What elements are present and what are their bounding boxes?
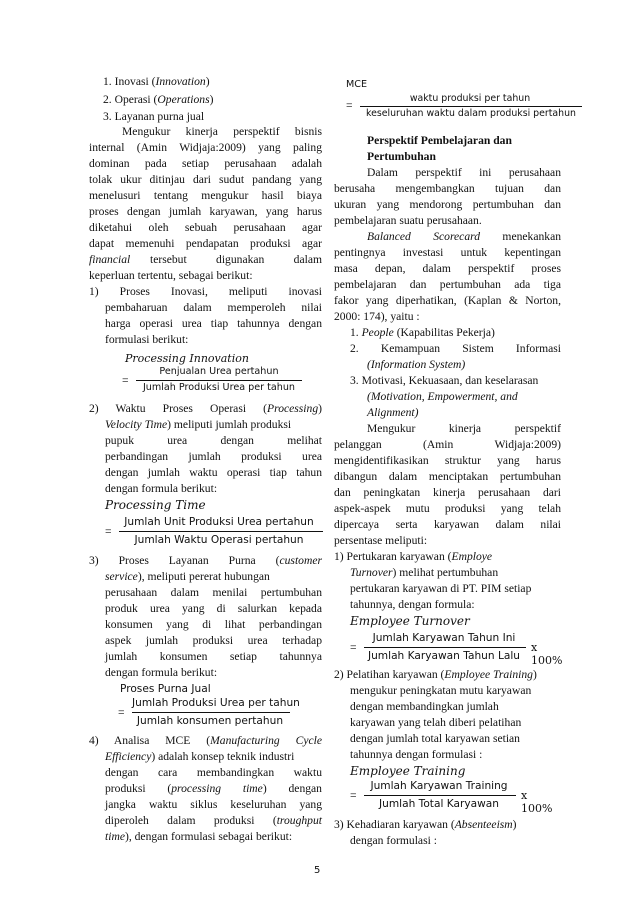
paragraph-line: Mengukur kinerja perspektif bisnis	[122, 125, 322, 138]
list-item-innovation: 1. Inovasi (Innovation)	[103, 75, 210, 88]
section-heading: Pertumbuhan	[367, 150, 436, 163]
list-item-motivation: (Motivation, Empowerment, and	[367, 390, 518, 403]
paragraph-line: pembelajaran dan pertumbuhan ada tiga	[334, 278, 561, 291]
paragraph-line: dipercaya serta karyawan dalam nilai	[334, 518, 561, 531]
fraction-bar	[132, 712, 290, 713]
paragraph-line: internal (Amin Widjaja:2009) yang paling	[89, 141, 322, 154]
item-innovation-line: pembaharuan dalam memperoleh nilai	[105, 301, 322, 314]
item-innovation-line: 1) Proses Inovasi, meliputi inovasi	[89, 285, 322, 298]
item-training-line: dengan jumlah total karyawan setian	[350, 732, 520, 745]
formula-numerator: waktu produksi per tahun	[409, 93, 531, 104]
item-innovation-line: formulasi berikut:	[105, 333, 189, 346]
paragraph-line: keperluan tertentu, sebagai berikut:	[89, 269, 253, 282]
item-mce-line: dengan cara membandingkan waktu	[105, 766, 322, 779]
financial-term: financial	[89, 253, 131, 266]
paragraph-line: Mengukur kinerja perspektif	[367, 422, 561, 435]
item-service-line: jumlah konsumen setiap tahunnya	[105, 650, 322, 663]
item-service-line: perusahaan dalam menilai pertumbuhan	[105, 586, 322, 599]
item-mce-line: Efficiency) adalah konsep teknik industri	[105, 750, 295, 763]
paragraph-line: dan peningkatan kinerja perusahaan dari	[334, 486, 561, 499]
formula-suffix: x 100%	[521, 789, 553, 815]
item-training-line: mengukur peningkatan mutu karyawan	[350, 684, 532, 697]
formula-mce-label: MCE	[346, 79, 368, 90]
item-service-line: produk urea yang di salurkan kepada	[105, 602, 322, 615]
paragraph-line: menelusuri tentang mengukur hasil biaya	[89, 189, 322, 202]
formula-denominator: Jumlah konsumen pertahun	[136, 715, 284, 727]
paragraph-line: berusaha mengembangkan tujuan dan	[334, 182, 561, 195]
paragraph-line: tersebut digunakan dalam	[150, 253, 322, 266]
item-operations-line: dengan jumlah waktu operasi tiap tahun	[105, 466, 322, 479]
item-service-line: service), meliputi pererat hubungan	[105, 570, 270, 583]
paragraph-line: mengidentifikasikan struktur yang harus	[334, 454, 561, 467]
list-item-information-system: 2. Kemampuan Sistem Informasi	[350, 342, 561, 355]
formula-numerator: Jumlah Karyawan Tahun Ini	[372, 632, 516, 644]
formula-denominator: Jumlah Total Karyawan	[378, 798, 500, 810]
item-turnover-line: pertukaran karyawan di PT. PIM setiap	[350, 582, 532, 595]
fraction-bar	[360, 106, 582, 107]
item-service-line: dengan formula berikut:	[105, 666, 218, 679]
formula-suffix: x 100%	[531, 641, 563, 667]
paragraph-line: tolak ukur ditinjau dari sudut pandang yang	[89, 173, 322, 186]
item-operations-line: perbandingan jumlah produksi urea	[105, 450, 322, 463]
item-mce-line: diperoleh dalam produksi (troughput	[105, 814, 322, 827]
item-training-line: dengan membandingkan jumlah	[350, 700, 499, 713]
list-item-people: 1. People (Kapabilitas Pekerja)	[350, 326, 495, 339]
formula-numerator: Penjualan Urea pertahun	[159, 366, 279, 377]
formula-denominator: Jumlah Produksi Urea per tahun	[142, 382, 296, 393]
section-heading: Perspektif Pembelajaran dan	[367, 134, 512, 147]
fraction-bar	[136, 380, 302, 381]
fraction-bar	[119, 531, 323, 532]
item-mce-line: time), dengan formulasi sebagai berikut:	[105, 830, 293, 843]
paragraph-line: Balanced Scorecard menekankan	[367, 230, 562, 243]
formula-processing-time-label: Processing Time	[105, 498, 206, 512]
item-training-line: tahunnya dengan formulasi :	[350, 748, 483, 761]
item-operations-line: 2) Waktu Proses Operasi (Processing)	[89, 402, 322, 415]
formula-denominator: keseluruhan waktu dalam produksi pertahun	[365, 108, 576, 119]
paragraph-line: persentase meliputi:	[334, 534, 428, 547]
item-mce-line: produksi (processing time) dengan	[105, 782, 322, 795]
paragraph-line: aspek-aspek mutu produksi yang telah	[334, 502, 561, 515]
paragraph-line: proses dengan jumlah karyawan, yang harus	[89, 205, 322, 218]
formula-after-sales-label: Proses Purna Jual	[120, 683, 211, 695]
list-item-operations: 2. Operasi (Operations)	[103, 93, 214, 106]
formula-numerator: Jumlah Unit Produksi Urea pertahun	[124, 516, 314, 528]
list-item-motivation: 3. Motivasi, Kekuasaan, dan keselarasan	[350, 374, 539, 387]
item-operations-line: Velocity Time) meliputi jumlah produksi	[105, 418, 292, 431]
item-service-line: konsumen yang di lihat perbandingan	[105, 618, 322, 631]
item-turnover-line: Turnover) melihat pertumbuhan	[350, 566, 499, 579]
list-item-after-sales: 3. Layanan purna jual	[103, 110, 205, 123]
page-number: 5	[314, 865, 321, 876]
list-item-information-system: (Information System)	[367, 358, 466, 371]
item-innovation-line: harga operasi urea tiap tahunnya dengan	[105, 317, 322, 330]
item-training-line: karyawan yang telah diberi pelatihan	[350, 716, 522, 729]
paragraph-line: pentingnya investasi untuk kepentingan	[334, 246, 561, 259]
formula-numerator: Jumlah Karyawan Training	[370, 780, 508, 792]
item-absenteeism-line: 3) Kehadiaran karyawan (Absenteeism)	[334, 818, 517, 831]
formula-denominator: Jumlah Karyawan Tahun Lalu	[367, 650, 521, 662]
paragraph-line: pelanggan (Amin Widjaja:2009)	[334, 438, 561, 451]
item-mce-line: 4) Analisa MCE (Manufacturing Cycle	[89, 734, 322, 747]
item-service-line: 3) Proses Layanan Purna (customer	[89, 554, 322, 567]
paragraph-line: dominan pada setiap perusahaan adalah	[89, 157, 322, 170]
item-service-line: aspek jumlah produksi urea terhadap	[105, 634, 322, 647]
item-mce-line: jangka waktu siklus keseluruhan yang	[105, 798, 322, 811]
item-operations-line: pupuk urea dengan melihat	[105, 434, 322, 447]
item-turnover-line: 1) Pertukaran karyawan (Employe	[334, 550, 493, 563]
formula-employee-turnover-label: Employee Turnover	[350, 614, 470, 628]
fraction-bar	[364, 647, 526, 648]
paragraph-line: pembelajaran suatu perusahaan.	[334, 214, 482, 227]
formula-numerator: Jumlah Produksi Urea per tahun	[132, 697, 300, 709]
paragraph-line: diketahui oleh sebuah perusahaan agar	[89, 221, 322, 234]
paragraph-line: 2000: 174), yaitu :	[334, 310, 420, 323]
paragraph-line: Dalam perspektif ini perusahaan	[367, 166, 561, 179]
item-absenteeism-line: dengan formulasi :	[350, 834, 437, 847]
paragraph-line: masa depan, dalam perspektif proses	[334, 262, 561, 275]
paragraph-line: fakor yang diperhatikan, (Kaplan & Norton,	[334, 294, 561, 307]
paragraph-line: dibangun dalam menciptakan pertumbuhan	[334, 470, 561, 483]
item-operations-line: dengan formula berikut:	[105, 482, 218, 495]
paragraph-line: ukuran yang mendorong pertumbuhan dan	[334, 198, 561, 211]
formula-employee-training-label: Employee Training	[350, 764, 466, 778]
item-training-line: 2) Pelatihan karyawan (Employee Training)	[334, 668, 537, 681]
item-turnover-line: tahunnya, dengan formula:	[350, 598, 475, 611]
list-item-motivation: Alignment)	[367, 406, 419, 419]
formula-processing-innovation-label: Processing Innovation	[125, 352, 249, 365]
fraction-bar	[364, 795, 516, 796]
formula-denominator: Jumlah Waktu Operasi pertahun	[134, 534, 304, 546]
paragraph-line: dapat memenuhi pendapatan produksi agar	[89, 237, 322, 250]
